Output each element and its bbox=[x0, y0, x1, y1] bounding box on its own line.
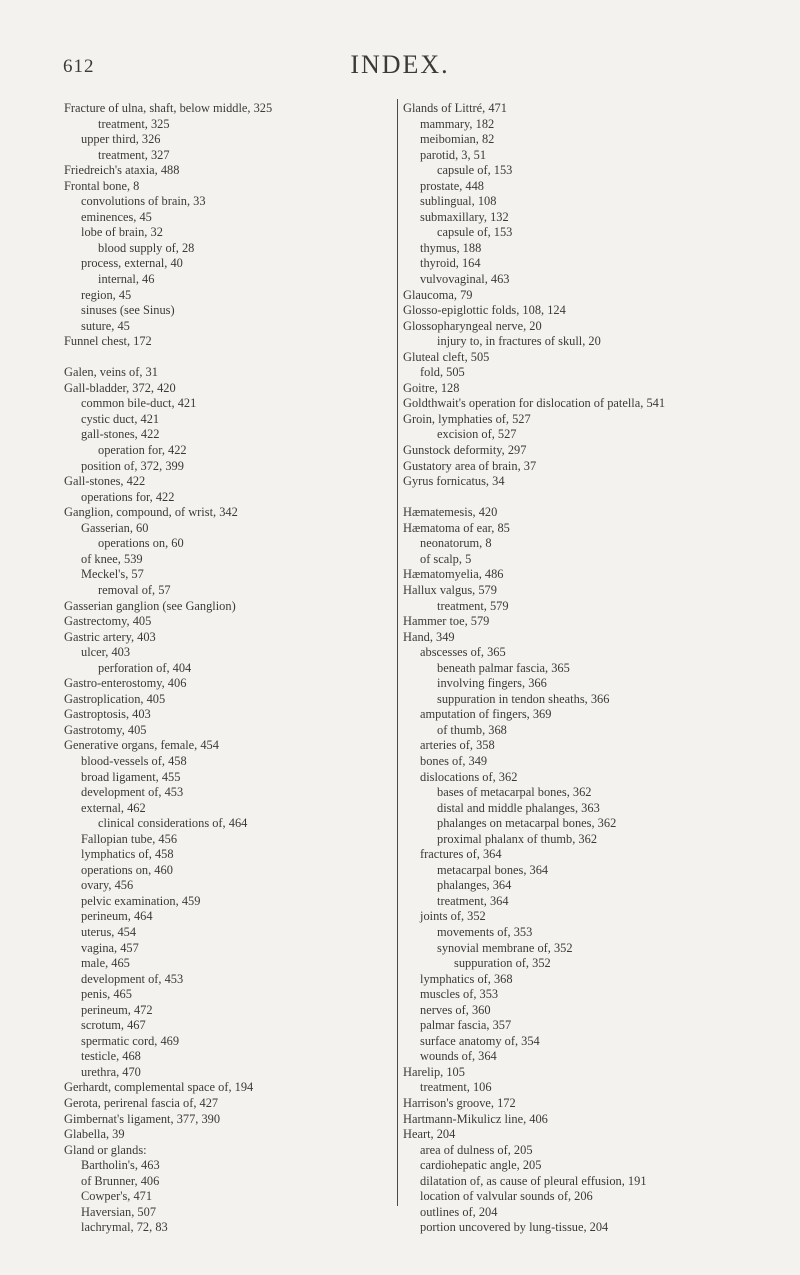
index-entry: Cowper's, 471 bbox=[81, 1189, 153, 1204]
index-entry: outlines of, 204 bbox=[420, 1204, 498, 1219]
index-entry: bones of, 349 bbox=[420, 753, 488, 768]
index-entry: suppuration of, 352 bbox=[454, 956, 551, 971]
index-entry: capsule of, 153 bbox=[437, 225, 513, 240]
index-entry: treatment, 106 bbox=[420, 1080, 492, 1095]
index-entry: metacarpal bones, 364 bbox=[437, 862, 549, 877]
index-entry: area of dulness of, 205 bbox=[420, 1142, 533, 1157]
index-entry: fractures of, 364 bbox=[420, 847, 502, 862]
index-entry: Gastro-enterostomy, 406 bbox=[64, 676, 187, 691]
index-entry: wounds of, 364 bbox=[420, 1049, 497, 1064]
index-entry: Gluteal cleft, 505 bbox=[403, 349, 490, 364]
index-entry: position of, 372, 399 bbox=[81, 458, 184, 473]
index-entry: of scalp, 5 bbox=[420, 551, 472, 566]
index-entry: vulvovaginal, 463 bbox=[420, 272, 510, 287]
index-entry: dislocations of, 362 bbox=[420, 769, 518, 784]
index-entry: removal of, 57 bbox=[98, 582, 171, 597]
index-entry: clinical considerations of, 464 bbox=[98, 816, 248, 831]
index-entry: Meckel's, 57 bbox=[81, 567, 144, 582]
index-entry: excision of, 527 bbox=[437, 427, 517, 442]
page-header bbox=[0, 46, 800, 86]
index-entry: involving fingers, 366 bbox=[437, 676, 547, 691]
index-entry: lymphatics of, 368 bbox=[420, 971, 513, 986]
index-entry: lymphatics of, 458 bbox=[81, 847, 174, 862]
index-entry: location of valvular sounds of, 206 bbox=[420, 1189, 593, 1204]
index-entry: internal, 46 bbox=[98, 272, 155, 287]
index-entry: Gastroplication, 405 bbox=[64, 691, 166, 706]
index-entry: neonatorum, 8 bbox=[420, 536, 492, 551]
index-entry: gall-stones, 422 bbox=[81, 427, 160, 442]
index-entry: Galen, veins of, 31 bbox=[64, 365, 158, 380]
index-entry: Gerhardt, complemental space of, 194 bbox=[64, 1080, 254, 1095]
index-entry: urethra, 470 bbox=[81, 1064, 141, 1079]
index-entry: muscles of, 353 bbox=[420, 987, 499, 1002]
index-entry: treatment, 327 bbox=[98, 147, 170, 162]
index-entry: broad ligament, 455 bbox=[81, 769, 181, 784]
index-entry: sublingual, 108 bbox=[420, 194, 497, 209]
index-entry: parotid, 3, 51 bbox=[420, 147, 487, 162]
index-entry: scrotum, 467 bbox=[81, 1018, 146, 1033]
index-entry: Gasserian, 60 bbox=[81, 520, 149, 535]
index-entry: Gimbernat's ligament, 377, 390 bbox=[64, 1111, 221, 1126]
index-entry: eminences, 45 bbox=[81, 209, 152, 224]
index-entry: Fracture of ulna, shaft, below middle, 325 bbox=[64, 101, 273, 115]
column-divider bbox=[397, 99, 398, 1206]
index-entry: Friedreich's ataxia, 488 bbox=[64, 163, 180, 178]
index-entry: testicle, 468 bbox=[81, 1049, 141, 1064]
index-entry: sinuses (see Sinus) bbox=[81, 303, 175, 318]
index-entry: Goldthwait's operation for dislocation of patella, 541 bbox=[403, 396, 666, 411]
index-entry: Gasserian ganglion (see Ganglion) bbox=[64, 598, 236, 613]
index-entry: Gastric artery, 403 bbox=[64, 629, 156, 644]
index-entry: movements of, 353 bbox=[437, 924, 533, 939]
index-entry: treatment, 364 bbox=[437, 893, 509, 908]
index-entry: mammary, 182 bbox=[420, 116, 495, 131]
index-entry: blood-vessels of, 458 bbox=[81, 753, 187, 768]
index-entry: Glabella, 39 bbox=[64, 1127, 125, 1142]
index-entry: Hæmatoma of ear, 85 bbox=[403, 520, 510, 535]
index-entry: Hæmatemesis, 420 bbox=[403, 505, 498, 520]
index-entry: Funnel chest, 172 bbox=[64, 334, 152, 349]
index-entry: convolutions of brain, 33 bbox=[81, 194, 206, 209]
index-entry: operation for, 422 bbox=[98, 443, 187, 458]
index-entry: Groin, lymphaties of, 527 bbox=[403, 411, 531, 426]
index-entry: meibomian, 82 bbox=[420, 132, 495, 147]
index-entry: spermatic cord, 469 bbox=[81, 1033, 180, 1048]
index-entry: thyroid, 164 bbox=[420, 256, 481, 271]
index-entry: Hand, 349 bbox=[403, 629, 455, 644]
index-entry: Gall-bladder, 372, 420 bbox=[64, 380, 176, 395]
index-entry: arteries of, 358 bbox=[420, 738, 495, 753]
index-entry: proximal phalanx of thumb, 362 bbox=[437, 831, 598, 846]
index-entry: Harelip, 105 bbox=[403, 1064, 465, 1079]
section-gap bbox=[64, 350, 394, 366]
index-entry: injury to, in fractures of skull, 20 bbox=[437, 334, 601, 349]
index-entry: region, 45 bbox=[81, 287, 132, 302]
index-entry: cystic duct, 421 bbox=[81, 411, 160, 426]
index-entry: Goitre, 128 bbox=[403, 380, 460, 395]
index-entry: Fallopian tube, 456 bbox=[81, 831, 178, 846]
index-entry: Gastrectomy, 405 bbox=[64, 614, 152, 629]
index-entry: treatment, 325 bbox=[98, 116, 170, 131]
index-entry: suppuration in tendon sheaths, 366 bbox=[437, 691, 610, 706]
index-entry: Gastroptosis, 403 bbox=[64, 707, 151, 722]
index-column-left bbox=[64, 101, 394, 1236]
index-entry: phalanges, 364 bbox=[437, 878, 512, 893]
index-entry: of knee, 539 bbox=[81, 551, 143, 566]
index-entry: phalanges on metacarpal bones, 362 bbox=[437, 816, 617, 831]
index-entry: Hæmatomyelia, 486 bbox=[403, 567, 504, 582]
index-entry: Bartholin's, 463 bbox=[81, 1158, 160, 1173]
index-entry: common bile-duct, 421 bbox=[81, 396, 197, 411]
index-entry: Harrison's groove, 172 bbox=[403, 1096, 516, 1110]
index-entry: treatment, 579 bbox=[437, 598, 509, 613]
index-entry: operations on, 460 bbox=[81, 862, 173, 877]
index-entry: Heart, 204 bbox=[403, 1127, 456, 1142]
index-entry: uterus, 454 bbox=[81, 924, 137, 939]
index-entry: Hartmann-Mikulicz line, 406 bbox=[403, 1111, 548, 1126]
index-entry: nerves of, 360 bbox=[420, 1002, 491, 1017]
index-entry: perforation of, 404 bbox=[98, 660, 192, 675]
index-entry: beneath palmar fascia, 365 bbox=[437, 660, 570, 675]
index-entry: bases of metacarpal bones, 362 bbox=[437, 785, 592, 800]
page-number: 612 bbox=[63, 56, 95, 77]
index-entry: Glaucoma, 79 bbox=[403, 287, 473, 302]
index-entry: Hallux valgus, 579 bbox=[403, 582, 497, 597]
index-entry: dilatation of, as cause of pleural effusion, 191 bbox=[420, 1173, 647, 1188]
index-entry: amputation of fingers, 369 bbox=[420, 707, 552, 722]
index-entry: lobe of brain, 32 bbox=[81, 225, 163, 240]
index-entry: Frontal bone, 8 bbox=[64, 178, 140, 193]
index-entry: joints of, 352 bbox=[420, 909, 486, 924]
index-entry: Glands of Littré, 471 bbox=[403, 101, 507, 115]
index-entry: ulcer, 403 bbox=[81, 645, 131, 660]
index-entry: Gland or glands: bbox=[64, 1142, 147, 1157]
index-entry: Glosso-epiglottic folds, 108, 124 bbox=[403, 303, 566, 318]
index-entry: surface anatomy of, 354 bbox=[420, 1033, 540, 1048]
index-entry: thymus, 188 bbox=[420, 240, 482, 255]
section-gap bbox=[403, 490, 793, 506]
index-entry: process, external, 40 bbox=[81, 256, 183, 271]
index-entry: Ganglion, compound, of wrist, 342 bbox=[64, 505, 238, 520]
page-title: INDEX. bbox=[350, 50, 450, 79]
index-entry: Gunstock deformity, 297 bbox=[403, 443, 527, 458]
index-entry: Gerota, perirenal fascia of, 427 bbox=[64, 1096, 219, 1110]
index-entry: perineum, 464 bbox=[81, 909, 153, 924]
index-entry: ovary, 456 bbox=[81, 878, 134, 893]
index-entry: vagina, 457 bbox=[81, 940, 139, 955]
index-entry: pelvic examination, 459 bbox=[81, 893, 201, 908]
index-entry: Gastrotomy, 405 bbox=[64, 722, 147, 737]
index-entry: Hammer toe, 579 bbox=[403, 614, 490, 629]
index-entry: penis, 465 bbox=[81, 987, 132, 1002]
index-entry: synovial membrane of, 352 bbox=[437, 940, 573, 955]
index-entry: operations on, 60 bbox=[98, 536, 184, 551]
index-entry: perineum, 472 bbox=[81, 1002, 153, 1017]
index-entry: distal and middle phalanges, 363 bbox=[437, 800, 600, 815]
index-entry: fold, 505 bbox=[420, 365, 465, 380]
index-entry: cardiohepatic angle, 205 bbox=[420, 1158, 542, 1173]
index-entry: blood supply of, 28 bbox=[98, 240, 195, 255]
index-entry: lachrymal, 72, 83 bbox=[81, 1220, 168, 1235]
index-entry: prostate, 448 bbox=[420, 178, 485, 193]
index-entry: external, 462 bbox=[81, 800, 146, 815]
index-entry: capsule of, 153 bbox=[437, 163, 513, 178]
index-entry: Gustatory area of brain, 37 bbox=[403, 458, 537, 473]
index-entry: Gall-stones, 422 bbox=[64, 474, 146, 489]
index-entry: male, 465 bbox=[81, 956, 130, 971]
index-entry: Glossopharyngeal nerve, 20 bbox=[403, 318, 542, 333]
index-entry: palmar fascia, 357 bbox=[420, 1018, 512, 1033]
index-entry: of thumb, 368 bbox=[437, 722, 507, 737]
index-entry: upper third, 326 bbox=[81, 132, 161, 147]
index-entry: development of, 453 bbox=[81, 785, 184, 800]
index-entry: abscesses of, 365 bbox=[420, 645, 506, 660]
index-entry: Haversian, 507 bbox=[81, 1204, 157, 1219]
index-entry: suture, 45 bbox=[81, 318, 130, 333]
index-entry: of Brunner, 406 bbox=[81, 1173, 160, 1188]
index-entry: submaxillary, 132 bbox=[420, 209, 509, 224]
index-column-right bbox=[403, 101, 793, 1236]
index-entry: Generative organs, female, 454 bbox=[64, 738, 219, 753]
index-entry: operations for, 422 bbox=[81, 489, 175, 504]
index-entry: Gyrus fornicatus, 34 bbox=[403, 474, 505, 489]
index-entry: portion uncovered by lung-tissue, 204 bbox=[420, 1220, 609, 1235]
index-entry: development of, 453 bbox=[81, 971, 184, 986]
